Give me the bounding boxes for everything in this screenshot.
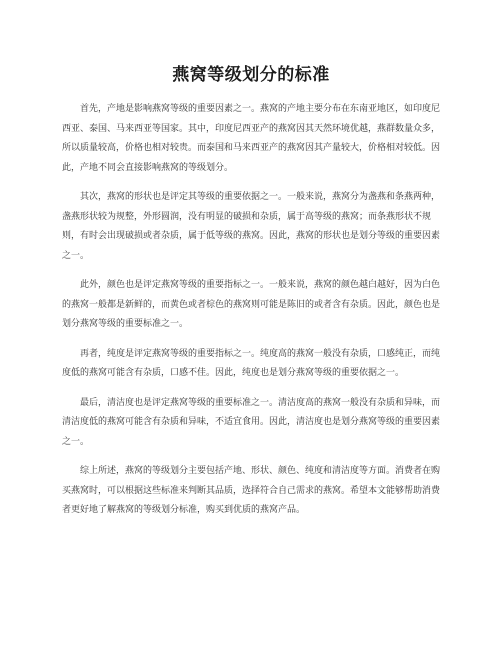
document-body xyxy=(62,100,440,531)
paragraph-cleanliness: 最后，清洁度也是评定燕窝等级的重要标准之一。清洁度高的燕窝一般没有杂质和异味，而清洁度低的燕窝可能含有杂质和异味，不适宜食用。因此，清洁度也是划分燕窝等级的重要因素之一。 xyxy=(62,397,441,447)
paragraph-color: 此外，颜色也是评定燕窝等级的重要指标之一。一般来说，燕窝的颜色越白越好，因为白色的燕窝一般都是新鲜的，而黄色或者棕色的燕窝则可能是陈旧的或者含有杂质。因此，颜色也是划分燕窝等级的重要标准之一。 xyxy=(62,280,441,329)
paragraph-origin: 首先，产地是影响燕窝等级的重要因素之一。燕窝的产地主要分布在东南亚地区，如印度尼西亚、泰国、马来西亚等国家。其中，印度尼西亚产的燕窝因其天然环境优越，燕群数量众多，所以质量较高，价格也相对较贵。而泰国和马来西亚产的燕窝因其产量较大，价格相对较低。因此，产地不同会直接影响燕窝的等级划分。 xyxy=(62,104,441,173)
paragraph-purity: 再者，纯度是评定燕窝等级的重要指标之一。纯度高的燕窝一般没有杂质，口感纯正，而纯度低的燕窝可能含有杂质，口感不佳。因此，纯度也是划分燕窝等级的重要依据之一。 xyxy=(62,348,441,378)
paragraph-summary: 综上所述，燕窝的等级划分主要包括产地、形状、颜色、纯度和清洁度等方面。消费者在购买燕窝时，可以根据这些标准来判断其品质，选择符合自己需求的燕窝。希望本文能够帮助消费者更好地了解燕窝的等级划分标准，购买到优质的燕窝产品。 xyxy=(62,466,441,515)
document-title: 燕窝等级划分的标准 xyxy=(172,65,330,85)
paragraph-shape: 其次，燕窝的形状也是评定其等级的重要依据之一。一般来说，燕窝分为盏燕和条燕两种，盏燕形状较为规整，外形圆润，没有明显的破损和杂质，属于高等级的燕窝；而条燕形状不规则，有时会出现破损或者杂质，属于低等级的燕窝。因此，燕窝的形状也是划分等级的重要因素之一。 xyxy=(62,192,441,261)
